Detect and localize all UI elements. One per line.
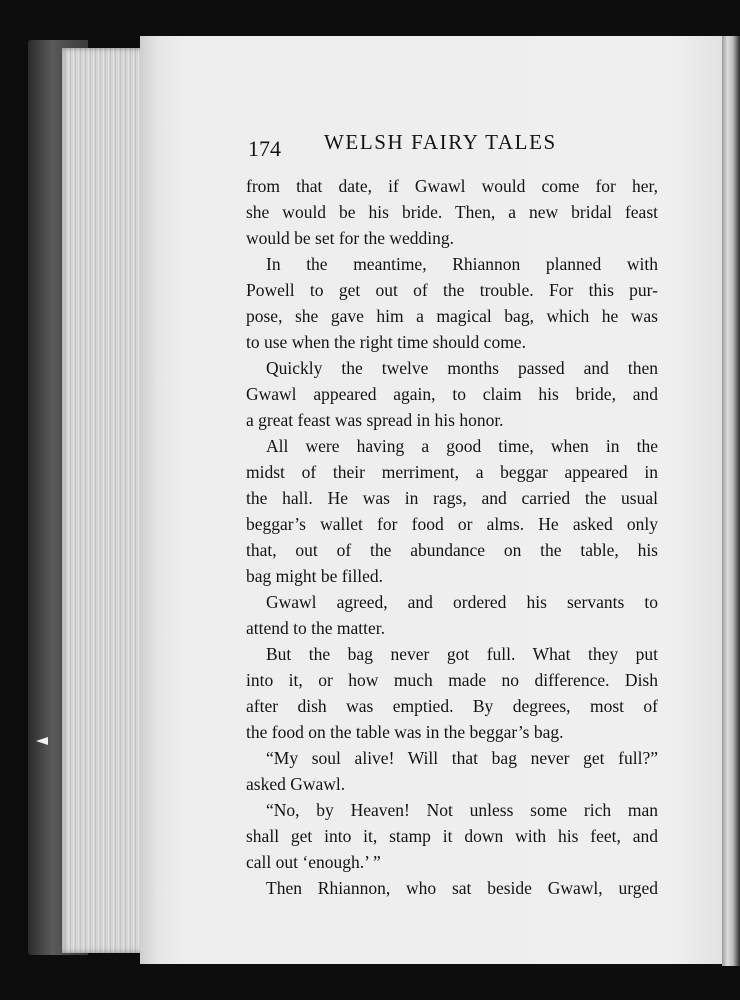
text-line: midst of their merriment, a beggar appeared in [246, 462, 658, 482]
text-line: attend to the matter. [246, 618, 385, 638]
text-line: the hall. He was in rags, and carried the usual [246, 488, 658, 508]
page-number: 174 [248, 136, 281, 161]
text-line: shall get into it, stamp it down with his feet, and [246, 826, 658, 846]
text-line: Quickly the twelve months passed and then [266, 358, 658, 378]
text-line: But the bag never got full. What they put [266, 644, 658, 664]
text-line: bag might be filled. [246, 566, 384, 586]
text-line: she would be his bride. Then, a new bridal feast [246, 202, 658, 222]
text-line: In the meantime, Rhiannon planned with [266, 254, 658, 274]
text-line: All were having a good time, when in the [266, 436, 658, 456]
text-line: asked Gwawl. [246, 774, 346, 794]
text-line: from that date, if Gwawl would come for her, [246, 176, 658, 196]
text-line: Then Rhiannon, who sat beside Gwawl, urged [266, 878, 658, 898]
text-line: into it, or how much made no difference. Dish [246, 670, 658, 690]
text-line: pose, she gave him a magical bag, which he was [246, 306, 658, 326]
right-page-edge [722, 36, 740, 966]
page-header [248, 130, 658, 162]
text-line: Powell to get out of the trouble. For this pur- [246, 280, 658, 300]
text-line: Gwawl appeared again, to claim his bride, and [246, 384, 658, 404]
running-title: WELSH FAIRY TALES [324, 130, 557, 154]
text-line: “My soul alive! Will that bag never get full?” [266, 748, 658, 768]
text-line: beggar’s wallet for food or alms. He asked only [246, 514, 658, 534]
text-line: “No, by Heaven! Not unless some rich man [266, 800, 658, 820]
text-line: a great feast was spread in his honor. [246, 410, 504, 430]
text-line: the food on the table was in the beggar’s bag. [246, 722, 564, 742]
text-line: to use when the right time should come. [246, 332, 526, 352]
text-line: that, out of the abundance on the table, his [246, 540, 658, 560]
text-line: call out ‘enough.’ ” [246, 852, 381, 872]
text-line: would be set for the wedding. [246, 228, 455, 248]
text-line: Gwawl agreed, and ordered his servants to [266, 592, 658, 612]
text-line: after dish was emptied. By degrees, most of [246, 696, 658, 716]
